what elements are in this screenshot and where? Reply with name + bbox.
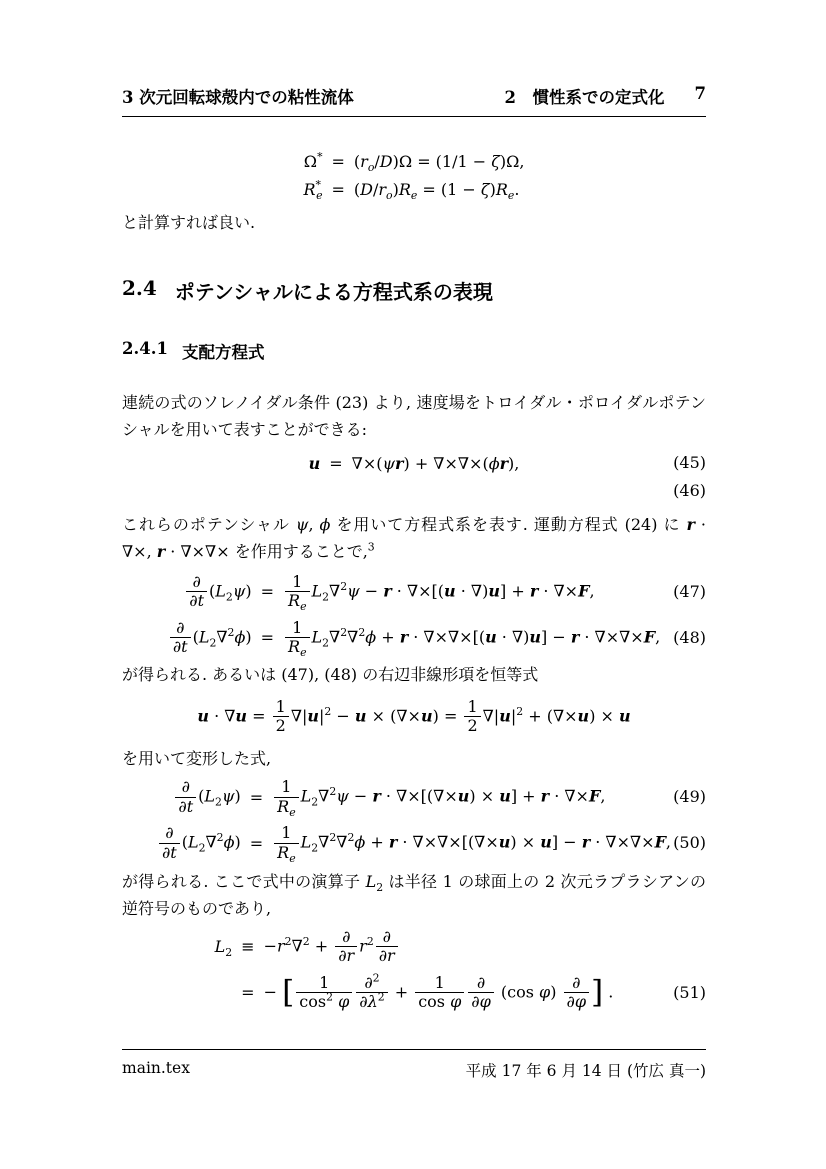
paragraph-transformed: を用いて変形した式, bbox=[122, 749, 272, 769]
eq-51a-rel: ≡ bbox=[241, 937, 255, 957]
eq-omega-rel: = bbox=[331, 151, 345, 171]
eq-51a-lhs: $L_2$ bbox=[214, 937, 233, 960]
eq-omega-lhs: Ω* bbox=[303, 150, 323, 171]
eq-48-lhs: $\frac{\partial}{\partial t}$ $(L_2\nabla^2\phi)$ bbox=[168, 619, 252, 657]
eq-re-num bbox=[525, 179, 706, 199]
eq-omega-num bbox=[525, 151, 706, 171]
eq-50-lhs: $\frac{\partial}{\partial t}$ $(L_2\nabla^2\phi)$ bbox=[157, 824, 241, 862]
eq-49-number: (49) bbox=[673, 787, 706, 807]
eq-re-rel: = bbox=[331, 179, 345, 199]
equation-group-rescale bbox=[122, 150, 706, 202]
eq-45-rel: = bbox=[329, 453, 343, 473]
eq-49-rel: = bbox=[249, 787, 264, 807]
eq-49-rhs: $\frac{1}{R_e}$ $L_2\nabla^2\psi - r \cdot \nabla\times[(\nabla\times u) \times u] + r \cdot \nabla\times F$, bbox=[272, 778, 671, 816]
eq-omega-rhs: $(r_o/D)\Omega = (1/1 - \zeta)\Omega$, bbox=[353, 151, 525, 174]
paragraph-operator-l2: が得られる. ここで式中の演算子 $L_2$ は半径 1 の球面上の 2 次元ラプラシアンの逆符号のものであり, bbox=[122, 871, 706, 918]
eq-51a-num bbox=[613, 937, 706, 957]
eq-47-number: (47) bbox=[673, 581, 706, 601]
header-left-title: 3 次元回転球殻内での粘性流体 bbox=[122, 88, 354, 107]
eq-45-lhs: u bbox=[308, 453, 321, 473]
header-right bbox=[505, 84, 706, 108]
eq-re-rhs: $(D/r_o)R_e = (1 - \zeta)R_e$. bbox=[353, 179, 520, 202]
equation-identity: u · ∇u = $\frac{1}{2}$ $\nabla|u|^2 - u \times (\nabla\times u)$ = $\frac{1}{2}$ $\nabla|u|^2 + (\nabla\times u) \times u$ bbox=[197, 696, 631, 735]
paragraph-solenoidal: 連続の式のソレノイダル条件 (23) より, 速度場をトロイダル・ポロイダルポテンシャルを用いて表すことができる: bbox=[122, 393, 706, 439]
content-column bbox=[122, 0, 706, 1011]
eq-46-number: (46) bbox=[673, 481, 706, 500]
eq-50-number: (50) bbox=[673, 833, 706, 853]
eq-51-number: (51) bbox=[673, 982, 706, 1002]
eq-re-lhs: $R^*_e$ bbox=[303, 178, 323, 202]
paragraph-after-rescale: と計算すれば良い. bbox=[122, 213, 256, 232]
header-section-label: 2 慣性系での定式化 bbox=[504, 88, 665, 107]
eq-49-lhs: $\frac{\partial}{\partial t}$ $(L_2\psi)$ bbox=[157, 778, 241, 816]
section-title: ポテンシャルによる方程式系の表現 bbox=[174, 280, 493, 304]
eq-50-rel: = bbox=[249, 833, 264, 853]
page-footer bbox=[122, 1049, 706, 1081]
eq-48-rhs: $\frac{1}{R_e}$ $L_2\nabla^2\nabla^2\phi + r \cdot \nabla\times\nabla\times[(u \cdot \nabla)u] - r \cdot \nabla\times\nabla\times F$, bbox=[283, 619, 660, 657]
subsection-title: 支配方程式 bbox=[181, 343, 265, 362]
eq-47-rel: = bbox=[260, 582, 275, 602]
eq-50-rhs: $\frac{1}{R_e}$ $L_2\nabla^2\nabla^2\phi + r \cdot \nabla\times\nabla\times[(\nabla\times u) \times u] - r \cdot \nabla\times\nabla\times F$, bbox=[272, 824, 671, 862]
footer-date-author: 平成 17 年 6 月 14 日 (竹広 真一) bbox=[465, 1062, 706, 1080]
section-number: 2.4 bbox=[122, 276, 157, 300]
equation-group-51 bbox=[122, 928, 706, 1012]
eq-47-lhs: $\frac{\partial}{\partial t}$ $(L_2\psi)$ bbox=[168, 573, 252, 611]
header-page-number: 7 bbox=[694, 84, 706, 103]
paragraph-potentials: これらのポテンシャル ψ, ϕ を用いて方程式系を表す. 運動方程式 (24) に r · ∇×, r · ∇×∇× を作用することで,$^3$ bbox=[122, 515, 706, 561]
equation-group-45-46 bbox=[122, 453, 706, 501]
eq-51a-rhs: $-r^2\nabla^2$ + $\frac{\partial}{\partial r}$ $r^2$ $\frac{\partial}{\partial r}$ bbox=[264, 928, 614, 966]
subsection-heading-2-4-1 bbox=[122, 339, 706, 363]
page-header bbox=[122, 84, 706, 117]
eq-45-rhs: ∇×(ψr) + ∇×∇×(ϕr), bbox=[351, 453, 520, 473]
eq-45-number: (45) bbox=[673, 453, 706, 472]
eq-47-rhs: $\frac{1}{R_e}$ $L_2\nabla^2\psi - r \cdot \nabla\times[(u \cdot \nabla)u] + r \cdot \nabla\times F$, bbox=[283, 573, 660, 611]
subsection-number: 2.4.1 bbox=[122, 339, 168, 358]
eq-51b-rhs: − [ $\frac{1}{\cos^2 \varphi}$ $\frac{\partial^2}{\partial\lambda^2}$ + $\frac{1}{\text{cos φ}}$ $\frac{\partial}{\partial\varphi}$ (cos φ) $\frac{\partial}{\partial\varphi}$ ] . bbox=[263, 971, 614, 1012]
footer-filename: main.tex bbox=[122, 1059, 190, 1077]
eq-48-number: (48) bbox=[673, 627, 706, 647]
paragraph-alternative: が得られる. あるいは (47), (48) の右辺非線形項を恒等式 bbox=[122, 664, 539, 684]
eq-51b-rel: = bbox=[241, 983, 255, 1003]
equation-group-49-50 bbox=[122, 777, 706, 865]
eq-48-rel: = bbox=[260, 628, 275, 648]
section-heading-2-4 bbox=[122, 276, 706, 305]
equation-group-47-48 bbox=[122, 572, 706, 660]
